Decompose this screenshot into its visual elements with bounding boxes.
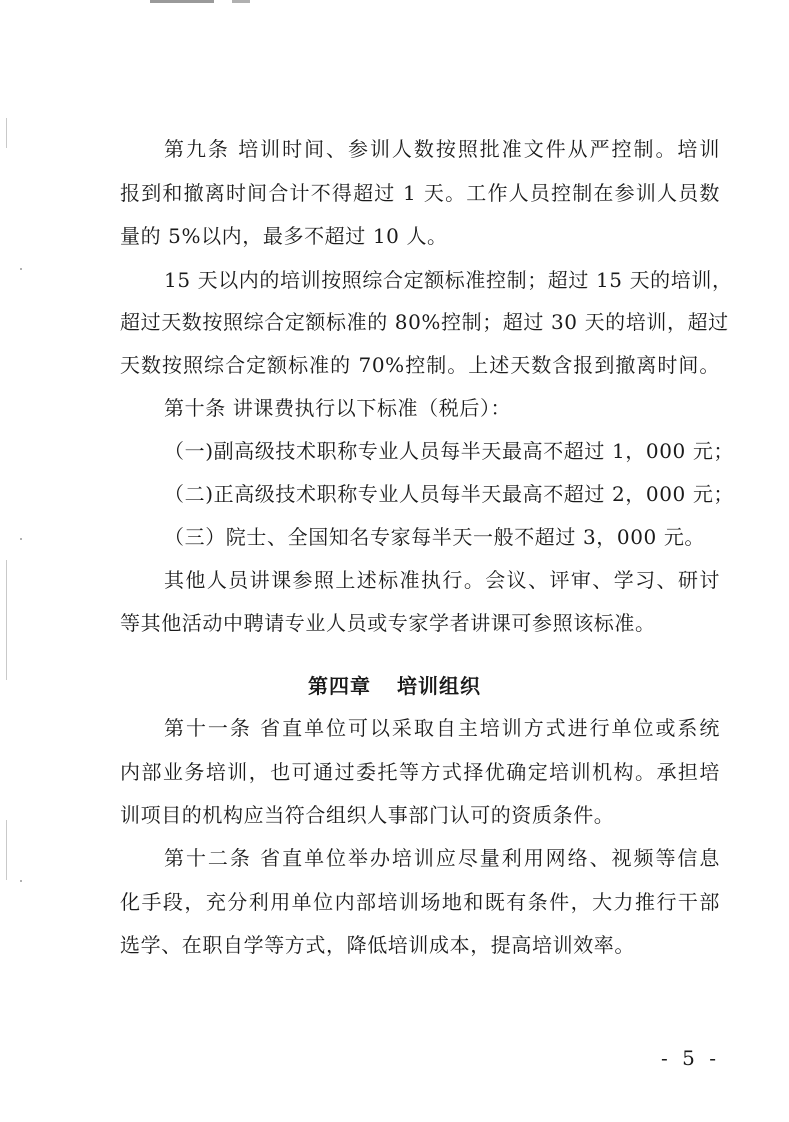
text-line: （二)正高级技术职称专业人员每半天最高不超过 2，000 元；: [164, 482, 735, 506]
text-line: 选学、在职自学等方式，降低培训成本，提高培训效率。: [120, 933, 635, 957]
text-line: 第十一条 省直单位可以采取自主培训方式进行单位或系统: [164, 716, 720, 740]
text-line: 内部业务培训，也可通过委托等方式择优确定培训机构。承担培: [120, 760, 720, 784]
scan-dot: [20, 880, 22, 882]
chapter-number: 第四章: [308, 674, 371, 698]
binding-margin-mark: [6, 118, 7, 148]
text-line: 等其他活动中聘请专业人员或专家学者讲课可参照该标准。: [120, 611, 656, 635]
scan-dot: [20, 268, 22, 270]
text-line: 天数按照综合定额标准的 70%控制。上述天数含报到撤离时间。: [120, 353, 720, 377]
text-line: 报到和撤离时间合计不得超过 1 天。工作人员控制在参训人员数: [120, 181, 720, 205]
chapter-heading: [0, 664, 789, 708]
text-line: 第九条 培训时间、参训人数按照批准文件从严控制。培训: [164, 137, 720, 161]
text-line: 其他人员讲课参照上述标准执行。会议、评审、学习、研讨: [164, 568, 720, 592]
scan-dot: [20, 538, 22, 540]
chapter-title: 培训组织: [397, 674, 481, 698]
page-number: - 5 -: [661, 1046, 720, 1070]
text-line: 第十二条 省直单位举办培训应尽量利用网络、视频等信息: [164, 846, 720, 870]
text-line: 超过天数按照综合定额标准的 80%控制；超过 30 天的培训，超过: [120, 310, 729, 334]
text-line: 训项目的机构应当符合组织人事部门认可的资质条件。: [120, 803, 615, 827]
text-line: 量的 5%以内，最多不超过 10 人。: [120, 224, 448, 248]
scan-edge-mark: [232, 0, 250, 3]
binding-margin-mark: [6, 820, 7, 880]
text-line: 15 天以内的培训按照综合定额标准控制；超过 15 天的培训，: [164, 268, 733, 292]
text-line: 第十条 讲课费执行以下标准（税后）：: [164, 396, 512, 420]
text-line: 化手段，充分利用单位内部培训场地和既有条件，大力推行干部: [120, 890, 720, 914]
text-line: （三）院士、全国知名专家每半天一般不超过 3，000 元。: [164, 525, 706, 549]
text-line: （一)副高级技术职称专业人员每半天最高不超过 1，000 元；: [164, 439, 735, 463]
scan-edge-mark: [150, 0, 214, 3]
binding-margin-mark: [6, 560, 7, 680]
